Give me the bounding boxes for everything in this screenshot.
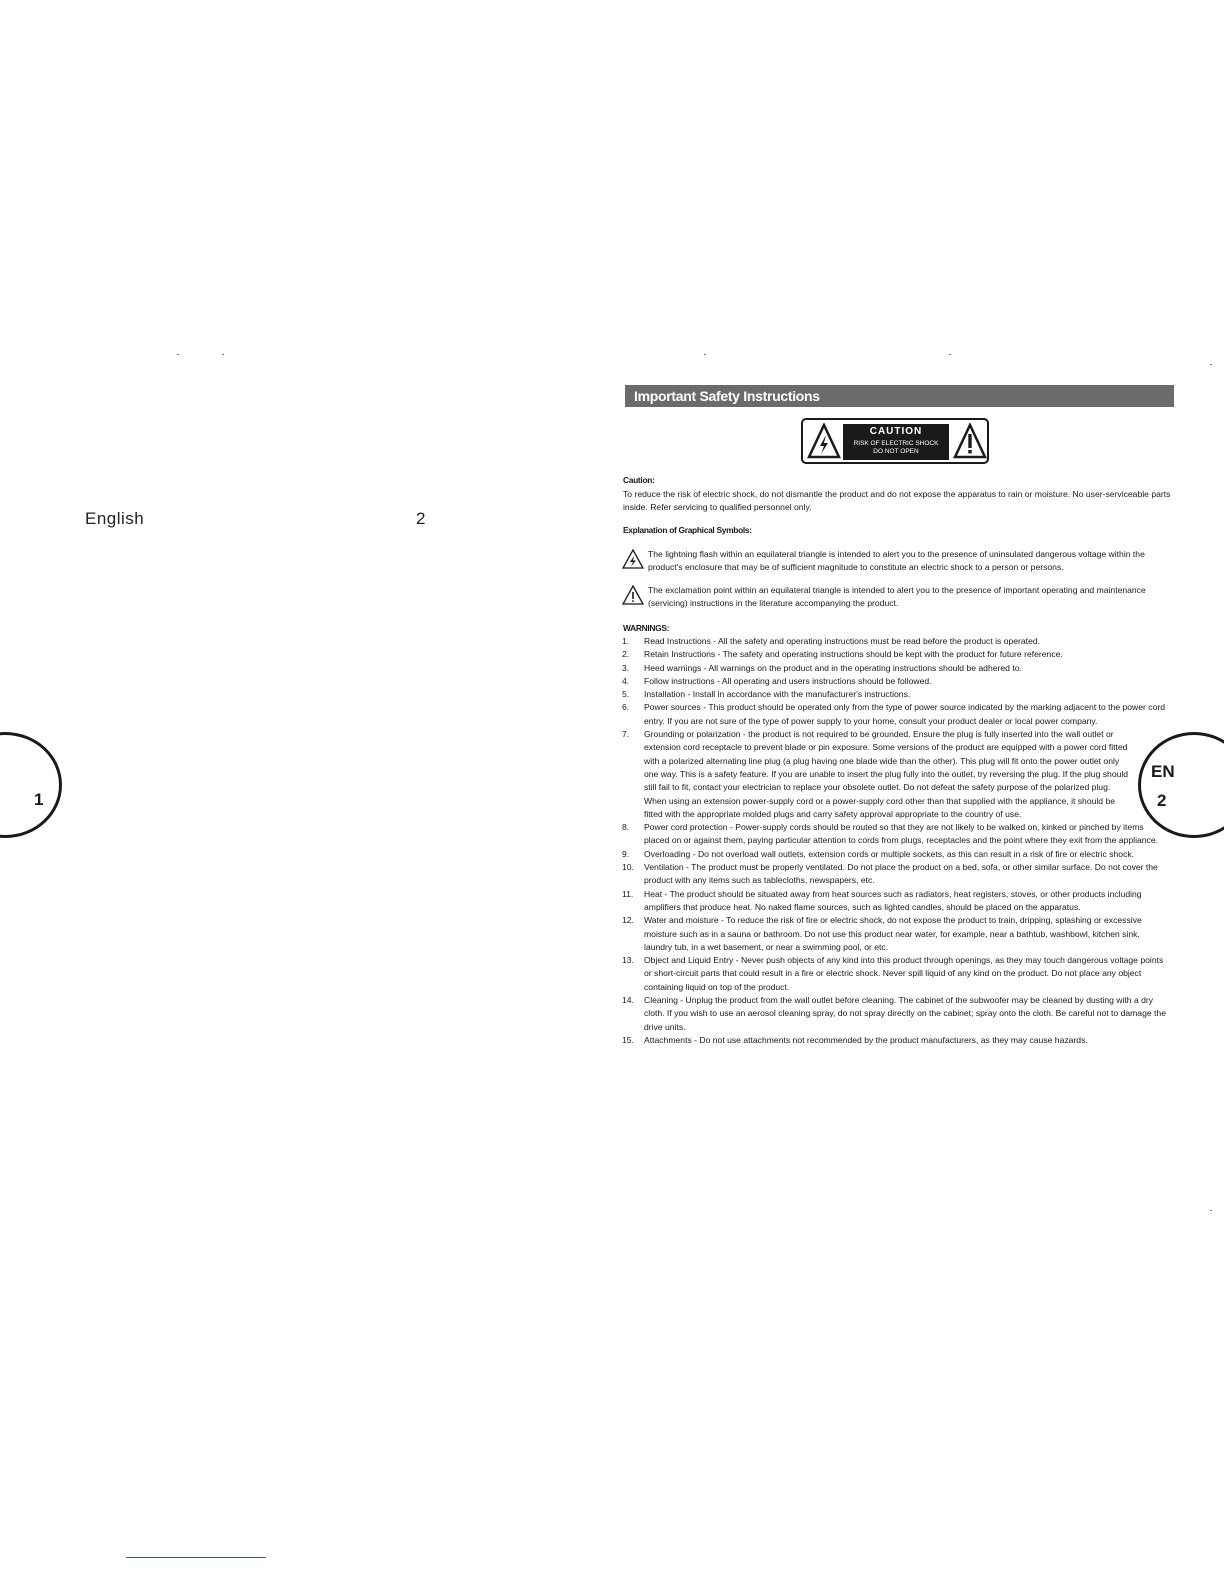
warning-text: Water and moisture - To reduce the risk of fire or electric shock, do not expose the product to train, dripping, splashing or excessive moisture such as in a sauna or bathroom. Do not use this product near water, for example, near a bathtub, washbowl, kitchen sink, laundry tub, in a wet basement, or near a swimming pool, or etc. [644, 915, 1142, 952]
caution-label-title: CAUTION [869, 426, 923, 437]
warning-number: 5. [622, 689, 630, 700]
warning-number: 3. [622, 662, 630, 673]
warning-item [622, 861, 1170, 888]
warning-number: 7. [622, 729, 630, 740]
symbol-lightning-text: The lightning flash within an equilateral triangle is intended to alert you to the presence of uninsulated dangerous voltage within the product's enclosure that may be of sufficient magnitude to constitute an electric shock to a person or persons. [648, 549, 1145, 573]
lightning-warning-icon [807, 423, 841, 459]
warning-item [622, 888, 1170, 915]
warning-text: Installation - Install in accordance with the manufacturer's instructions. [644, 689, 911, 700]
crop-mark [222, 354, 224, 355]
lightning-triangle-icon [622, 549, 644, 569]
left-page-number: 2 [416, 509, 426, 528]
caution-label [801, 418, 989, 464]
warning-text: Grounding or polarization - the product is not required to be grounded. Ensure the plug is fully inserted into the wall outlet or extension cord receptacle to prevent blade or pin exposure. Some versions of the product are equipped with a power cord fitted with a polarized alternating line plug (a plug having one blade wide than the other). This plug will fit onto the power outlet only one way. This is a safety feature. If you are unable to insert the plug fully into the outlet, try reversing the plug. If the plug should still fail to fit, contact your electrician to replace your obsolete outlet. Do not defeat the safety purpose of the polarized plug. When using an extension power-supply cord or a power-supply cord other than that supplied with the appliance, it should be fitted with the appropriate molded plugs and carry safety approval appropriate to the country of use. [644, 729, 1129, 819]
warning-text: Retain Instructions - The safety and operating instructions should be kept with the product for future reference. [644, 649, 1063, 660]
warning-item [622, 701, 1170, 728]
warning-text: Read Instructions - All the safety and operating instructions must be read before the product is operated. [644, 636, 1041, 646]
warning-item [622, 1034, 1170, 1047]
warning-text: Power sources - This product should be operated only from the type of power source indicated by the marking adjacent to the power cord entry. If you are not sure of the type of power supply to your home, consult your product dealer or local power company. [644, 702, 1166, 726]
warning-text: Overloading - Do not overload wall outlets, extension cords or multiple sockets, as this can result in a risk of fire or electric shock. [644, 848, 1135, 859]
warning-number: 12. [622, 915, 634, 926]
caution-text: To reduce the risk of electric shock, do not dismantle the product and do not expose the apparatus to rain or moisture. No user-serviceable parts inside. Refer servicing to qualified personnel only. [623, 489, 1171, 513]
warning-number: 11. [622, 888, 634, 899]
warning-item [622, 728, 1170, 821]
crop-mark [1210, 364, 1212, 365]
warning-number: 6. [622, 702, 630, 713]
warning-item [622, 662, 1170, 675]
warning-item [622, 848, 1170, 861]
warning-item [622, 954, 1170, 994]
caution-label-line1: RISK OF ELECTRIC SHOCK [853, 440, 939, 447]
warning-number: 2. [622, 649, 630, 660]
right-page-tab-number: 2 [1157, 791, 1167, 810]
caution-label-center [843, 424, 949, 460]
warning-number: 8. [622, 822, 630, 833]
warning-item [622, 635, 1170, 648]
warnings-list [622, 635, 1170, 1047]
left-page-tab-number: 1 [34, 790, 44, 809]
bottom-rule [126, 1557, 266, 1558]
warning-text: Ventilation - The product must be properly ventilated. Do not place the product on a bed, sofa, or other similar surface. Do not cover the product with any items such as tablecloths, newspapers, etc. [644, 862, 1158, 886]
exclamation-triangle-icon [622, 585, 644, 605]
caution-label-line2: DO NOT OPEN [873, 448, 919, 455]
warning-text: Power cord protection - Power-supply cords should be routed so that they are not likely to be walked on, kinked or pinched by items placed on or against them, paying particular attention to cords from plugs, receptacles and the point where they exit from the appliance. [644, 822, 1159, 846]
warning-text: Attachments - Do not use attachments not recommended by the product manufacturers, as they may cause hazards. [644, 1034, 1088, 1045]
warning-number: 15. [622, 1034, 634, 1045]
warning-item [622, 648, 1170, 661]
exclamation-warning-icon [953, 423, 987, 459]
left-page-tab-circle [0, 732, 62, 838]
warning-text: Heed warnings - All warnings on the product and in the operating instructions should be adhered to. [644, 662, 1022, 673]
crop-mark [704, 354, 706, 355]
section-header: Important Safety Instructions [625, 385, 1174, 407]
warning-item [622, 821, 1170, 848]
warning-number: 9. [622, 848, 630, 859]
warning-text: Heat - The product should be situated away from heat sources such as radiators, heat registers, stoves, or other products including amplifiers that produce heat. No naked flame sources, such as lighted candles, should be placed on the apparatus. [644, 888, 1142, 912]
warning-text: Object and Liquid Entry - Never push objects of any kind into this product through openings, as they may touch dangerous voltage points or short-circuit parts that could result in a fire or electric shock. Never spill liquid of any kind on the product. Do not place any object containing liquid on top of the product. [644, 955, 1164, 992]
warning-item [622, 994, 1170, 1034]
warning-number: 4. [622, 675, 630, 686]
left-page-language: English [85, 509, 145, 528]
warning-text: Cleaning - Unplug the product from the wall outlet before cleaning. The cabinet of the subwoofer may be cleaned by dusting with a dry cloth. If you wish to use an aerosol cleaning spray, do not spray directly on the cabinet; spray onto the cloth. Be careful not to damage the drive units. [644, 995, 1166, 1032]
crop-mark [1210, 1210, 1212, 1211]
warning-number: 10. [622, 862, 634, 873]
symbols-heading: Explanation of Graphical Symbols: [623, 525, 752, 535]
warning-number: 14. [622, 995, 634, 1006]
warning-number: 1. [622, 636, 630, 646]
warning-text: Follow instructions - All operating and users instructions should be followed. [644, 675, 932, 686]
crop-mark [177, 354, 179, 355]
crop-mark [949, 354, 951, 355]
symbol-exclamation-text: The exclamation point within an equilateral triangle is intended to alert you to the presence of important operating and maintenance (servicing) instructions in the literature accompanying the product. [648, 585, 1146, 609]
warning-number: 13. [622, 955, 634, 966]
right-page-tab-language: EN [1151, 762, 1175, 781]
warning-item [622, 675, 1170, 688]
warning-item [622, 914, 1170, 954]
warnings-heading: WARNINGS: [623, 623, 670, 633]
caution-heading: Caution: [623, 475, 655, 485]
warning-item [622, 688, 1170, 701]
